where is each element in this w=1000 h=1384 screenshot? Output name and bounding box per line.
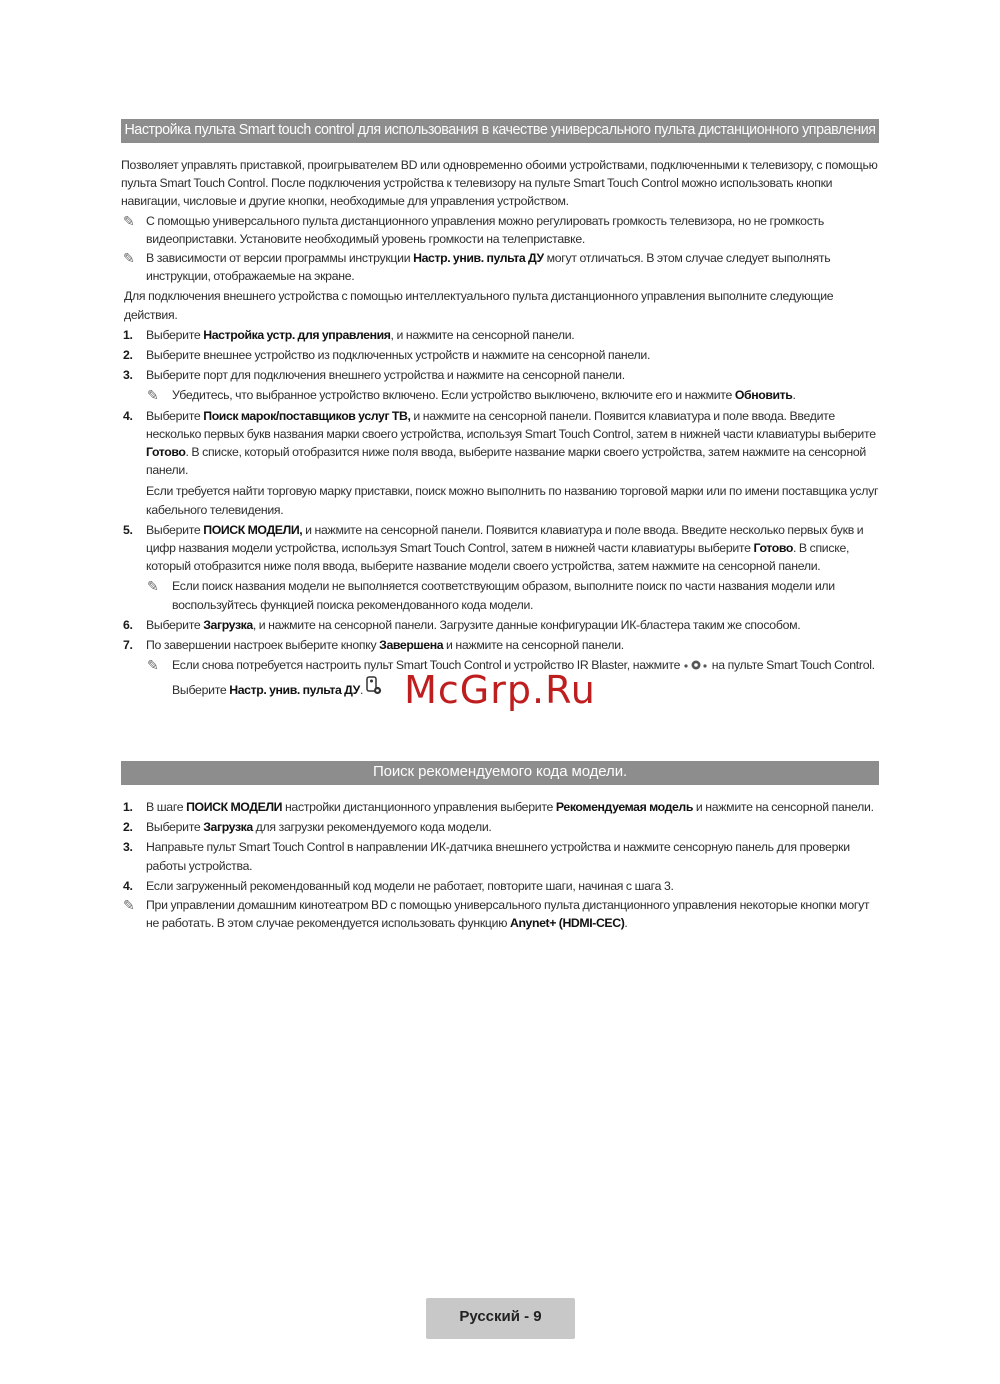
note-pencil-icon: ✎ (123, 250, 135, 267)
page-footer-label: Русский - 9 (426, 1298, 575, 1339)
step-1 (121, 326, 879, 344)
menu-term: ПОИСК МОДЕЛИ, (203, 522, 303, 537)
step-text: Выберите (146, 327, 204, 342)
note-text: При управлении домашним кинотеатром BD с помощью универсального пульта дистанционного управления некоторые кнопки могут не работать. В этом случае рекомендуется использовать функцию (146, 898, 870, 931)
step-1 (121, 798, 879, 816)
step-text: , и нажмите на сенсорной панели. (390, 327, 575, 342)
step-text: Выберите (146, 408, 204, 423)
step-text: Выберите внешнее устройство из подключенных устройств и нажмите на сенсорной панели. (146, 348, 651, 363)
step-text: настройки дистанционного управления выберите (282, 800, 556, 814)
note-text: С помощью универсального пульта дистанционного управления можно регулировать громкость телевизора, но не громкость видеоприставки. Установите необходимый уровень громкости на телеприставке. (146, 213, 824, 246)
step-text: Выберите порт для подключения внешнего устройства и нажмите на сенсорной панели. (146, 368, 625, 383)
step-5 (121, 521, 879, 614)
menu-term: ПОИСК МОДЕЛИ (186, 800, 283, 814)
step-2 (121, 346, 879, 364)
section-title: Поиск рекомендуемого кода модели. (121, 761, 879, 785)
step-number: 2. (123, 820, 133, 835)
step-text: , и нажмите на сенсорной панели. Загрузите данные конфигурации ИК-бластера таким же способом. (252, 617, 801, 632)
step-3-note (146, 386, 879, 404)
step-3 (121, 366, 879, 404)
menu-term: Готово (753, 541, 793, 556)
step-number: 2. (123, 348, 133, 363)
step-text: и нажмите на сенсорной панели. (443, 638, 624, 653)
menu-term: Загрузка (203, 820, 253, 835)
note-text: Убедитесь, что выбранное устройство включено. Если устройство выключено, включите его и нажмите (172, 388, 735, 403)
section-title: Настройка пульта Smart touch control для использования в качестве универсального пульта дистанционного управления (121, 119, 879, 143)
step-text: и нажмите на сенсорной панели. (693, 800, 874, 814)
menu-term: Готово (146, 445, 186, 460)
step-number: 1. (123, 800, 133, 814)
note-text: могут отличаться. В этом случае следует выполнять инструкции, отображаемые на экране. (146, 251, 831, 284)
step-4 (121, 877, 879, 895)
section-recommended-code (121, 761, 879, 932)
note-pencil-icon: ✎ (147, 657, 159, 674)
step-5-note (146, 577, 879, 613)
note-pencil-icon: ✎ (123, 897, 135, 914)
note-anynet (121, 896, 879, 932)
menu-term: Настройка устр. для управления (203, 327, 391, 342)
step-text: и нажмите на сенсорной панели. Появится клавиатура и поле ввода. Введите несколько первых букв и цифр названия модели устройства, используя Smart Touch Control, затем в нижней части клавиатуры выберите (146, 522, 864, 556)
step-number: 4. (123, 878, 133, 893)
note-pencil-icon: ✎ (123, 212, 135, 229)
step-number: 5. (123, 522, 133, 537)
menu-term: Загрузка (203, 617, 253, 632)
step-text: В шаге (146, 800, 187, 814)
note-pencil-icon: ✎ (147, 578, 159, 595)
step-text: для загрузки рекомендуемого кода модели. (252, 820, 492, 835)
intro-paragraph: Позволяет управлять приставкой, проигрывателем BD или одновременно обоими устройствами, подключенными к телевизору, с помощью пульта Smart Touch Control. После подключения устройства к телевизору на пульте Smart Touch Control можно использовать кнопки навигации, числовые и другие кнопки, необходимые для управления устройством. (121, 158, 878, 209)
note-volume (121, 212, 879, 248)
note-version (121, 249, 879, 285)
note-text: Если снова потребуется настроить пульт Smart Touch Control и устройство IR Blaster, нажмите (172, 658, 683, 673)
lead-paragraph: Для подключения внешнего устройства с помощью интеллектуального пульта дистанционного управления выполните следующие действия. (124, 289, 834, 322)
step-number: 4. (123, 408, 133, 423)
step-3 (121, 838, 879, 874)
watermark: McGrp.Ru (404, 668, 596, 712)
step-4 (121, 407, 879, 519)
step-text: Направьте пульт Smart Touch Control в направлении ИК-датчика внешнего устройства и нажмите сенсорную панель для проверки работы устройства. (146, 840, 850, 873)
step-text: Если загруженный рекомендованный код модели не работает, повторите шаги, начиная с шага 3. (146, 878, 674, 893)
note-text: . (624, 916, 628, 931)
menu-term: Рекомендуемая модель (555, 800, 694, 814)
step-number: 6. (123, 617, 133, 632)
step-number: 3. (123, 368, 133, 383)
note-text: . (792, 388, 796, 403)
step-4-extra: Если требуется найти торговую марку приставки, поиск можно выполнить по названию торговой марки или по имени поставщика услуг кабельного телевидения. (146, 484, 879, 517)
step-text: . В списке, который отобразится ниже поля ввода, выберите название марки своего устройства, затем нажмите на сенсорной панели. (146, 445, 866, 478)
step-text: По завершении настроек выберите кнопку (146, 638, 380, 653)
menu-term: Обновить (734, 388, 793, 403)
menu-term: Завершена (379, 638, 444, 653)
step-number: 7. (123, 638, 133, 653)
step-number: 3. (123, 840, 133, 855)
menu-term: Поиск марок/поставщиков услуг ТВ, (203, 408, 411, 423)
menu-term: Настр. унив. пульта ДУ (413, 251, 544, 266)
step-number: 1. (123, 327, 133, 342)
section-universal-remote (121, 119, 879, 702)
menu-term: Настр. унив. пульта ДУ (229, 683, 360, 698)
step-text: Выберите (146, 820, 204, 835)
step-text: Выберите (146, 617, 204, 632)
step-text: . В списке, который отобразится ниже поля ввода, выберите название модели своего устройства, затем нажмите на сенсорной панели. (146, 541, 850, 574)
note-text: Если поиск названия модели не выполняется соответствующим образом, выполните поиск по части названия модели или воспользуйтесь функцией поиска рекомендованного кода модели. (172, 579, 835, 612)
note-text: . (359, 683, 364, 698)
menu-term: Anynet+ (HDMI-CEC) (509, 916, 625, 931)
note-text: В зависимости от версии программы инструкции (146, 251, 414, 266)
step-6 (121, 616, 879, 634)
step-2 (121, 818, 879, 836)
note-text: на пульте Smart Touch Control. Выберите (172, 658, 875, 698)
step-text: Выберите (146, 522, 204, 537)
note-pencil-icon: ✎ (147, 387, 159, 404)
step-text: и нажмите на сенсорной панели. Появится клавиатура и поле ввода. Введите несколько первых букв названия марки своего устройства, используя Smart Touch Control, затем в нижней части клавиатуры выберите (146, 408, 876, 441)
